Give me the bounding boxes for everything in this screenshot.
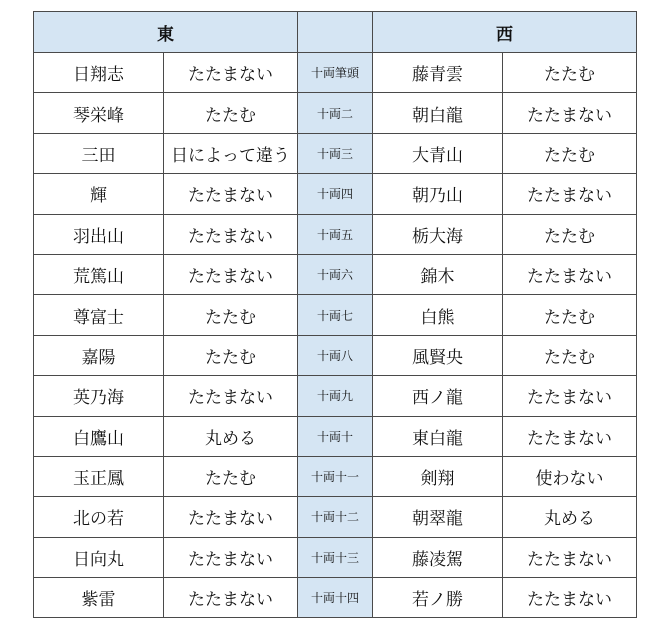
east-fold-cell: たたまない bbox=[164, 254, 298, 294]
west-fold-cell: たたまない bbox=[503, 537, 637, 577]
table-row bbox=[34, 376, 637, 416]
east-fold-cell: 日によって違う bbox=[164, 133, 298, 173]
west-fold-cell: たたまない bbox=[503, 416, 637, 456]
table-row bbox=[34, 174, 637, 214]
table-row bbox=[34, 456, 637, 496]
west-name-cell: 大青山 bbox=[373, 133, 503, 173]
east-name-cell: 日翔志 bbox=[34, 53, 164, 93]
rank-cell: 十両七 bbox=[298, 295, 373, 335]
table-row bbox=[34, 578, 637, 618]
west-name-cell: 朝翠龍 bbox=[373, 497, 503, 537]
east-fold-cell: たたむ bbox=[164, 335, 298, 375]
table-row bbox=[34, 214, 637, 254]
west-fold-cell: たたまない bbox=[503, 254, 637, 294]
east-fold-cell: たたまない bbox=[164, 214, 298, 254]
west-header: 西 bbox=[373, 12, 637, 53]
rank-cell: 十両十一 bbox=[298, 456, 373, 496]
table-row bbox=[34, 497, 637, 537]
west-fold-cell: たたむ bbox=[503, 295, 637, 335]
east-fold-cell: たたむ bbox=[164, 295, 298, 335]
table-row bbox=[34, 537, 637, 577]
rank-cell: 十両十 bbox=[298, 416, 373, 456]
west-fold-cell: たたむ bbox=[503, 53, 637, 93]
east-name-cell: 輝 bbox=[34, 174, 164, 214]
east-name-cell: 北の若 bbox=[34, 497, 164, 537]
east-fold-cell: たたむ bbox=[164, 93, 298, 133]
west-fold-cell: たたまない bbox=[503, 578, 637, 618]
rank-cell: 十両筆頭 bbox=[298, 53, 373, 93]
rank-cell: 十両十四 bbox=[298, 578, 373, 618]
table-row bbox=[34, 335, 637, 375]
table-row bbox=[34, 254, 637, 294]
rank-cell: 十両五 bbox=[298, 214, 373, 254]
east-name-cell: 玉正鳳 bbox=[34, 456, 164, 496]
banzuke-table bbox=[33, 11, 637, 618]
west-name-cell: 朝白龍 bbox=[373, 93, 503, 133]
east-fold-cell: たたむ bbox=[164, 456, 298, 496]
rank-cell: 十両六 bbox=[298, 254, 373, 294]
east-fold-cell: たたまない bbox=[164, 497, 298, 537]
east-fold-cell: たたまない bbox=[164, 376, 298, 416]
west-name-cell: 東白龍 bbox=[373, 416, 503, 456]
east-name-cell: 日向丸 bbox=[34, 537, 164, 577]
west-fold-cell: たたむ bbox=[503, 214, 637, 254]
east-name-cell: 琴栄峰 bbox=[34, 93, 164, 133]
west-name-cell: 風賢央 bbox=[373, 335, 503, 375]
west-fold-cell: 使わない bbox=[503, 456, 637, 496]
west-name-cell: 西ノ龍 bbox=[373, 376, 503, 416]
east-name-cell: 嘉陽 bbox=[34, 335, 164, 375]
rank-cell: 十両九 bbox=[298, 376, 373, 416]
west-fold-cell: たたまない bbox=[503, 376, 637, 416]
west-fold-cell: たたまない bbox=[503, 174, 637, 214]
rank-cell: 十両二 bbox=[298, 93, 373, 133]
west-name-cell: 朝乃山 bbox=[373, 174, 503, 214]
table-row bbox=[34, 133, 637, 173]
east-name-cell: 英乃海 bbox=[34, 376, 164, 416]
east-name-cell: 白鷹山 bbox=[34, 416, 164, 456]
east-fold-cell: たたまない bbox=[164, 174, 298, 214]
rank-header bbox=[298, 12, 373, 53]
header-row bbox=[34, 12, 637, 53]
west-name-cell: 栃大海 bbox=[373, 214, 503, 254]
table-row bbox=[34, 416, 637, 456]
west-name-cell: 錦木 bbox=[373, 254, 503, 294]
west-fold-cell: たたまない bbox=[503, 93, 637, 133]
east-name-cell: 尊富士 bbox=[34, 295, 164, 335]
east-fold-cell: 丸める bbox=[164, 416, 298, 456]
rank-cell: 十両十二 bbox=[298, 497, 373, 537]
west-name-cell: 藤青雲 bbox=[373, 53, 503, 93]
east-name-cell: 三田 bbox=[34, 133, 164, 173]
east-name-cell: 羽出山 bbox=[34, 214, 164, 254]
west-fold-cell: たたむ bbox=[503, 335, 637, 375]
west-name-cell: 剣翔 bbox=[373, 456, 503, 496]
table-row bbox=[34, 93, 637, 133]
rank-cell: 十両四 bbox=[298, 174, 373, 214]
west-name-cell: 若ノ勝 bbox=[373, 578, 503, 618]
east-fold-cell: たたまない bbox=[164, 578, 298, 618]
rank-cell: 十両十三 bbox=[298, 537, 373, 577]
table-row bbox=[34, 53, 637, 93]
east-fold-cell: たたまない bbox=[164, 53, 298, 93]
west-fold-cell: 丸める bbox=[503, 497, 637, 537]
west-name-cell: 白熊 bbox=[373, 295, 503, 335]
east-header: 東 bbox=[34, 12, 298, 53]
east-fold-cell: たたまない bbox=[164, 537, 298, 577]
table-row bbox=[34, 295, 637, 335]
east-name-cell: 荒篤山 bbox=[34, 254, 164, 294]
rank-cell: 十両三 bbox=[298, 133, 373, 173]
west-fold-cell: たたむ bbox=[503, 133, 637, 173]
east-name-cell: 紫雷 bbox=[34, 578, 164, 618]
west-name-cell: 藤凌駕 bbox=[373, 537, 503, 577]
rank-cell: 十両八 bbox=[298, 335, 373, 375]
